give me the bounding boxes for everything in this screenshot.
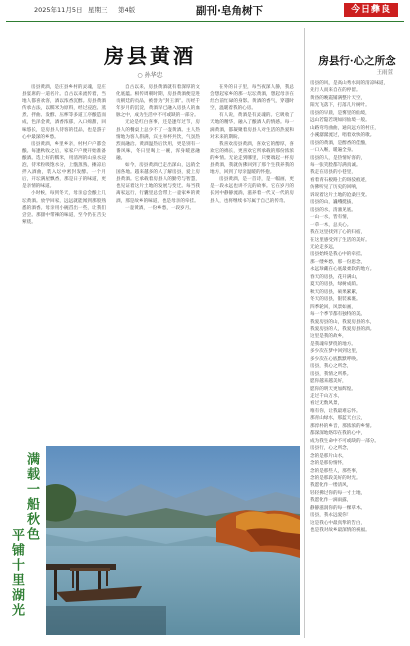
poem-line: 诉说着这片土地的沧桑巨变。 <box>310 192 370 198</box>
poem-line: 多少次在心底默默呼唤。 <box>310 356 361 362</box>
poem-line: 无论走多远， <box>310 244 338 250</box>
poem-line: 念的是那些人，那些事， <box>310 468 361 474</box>
photo-caption-line-1: 满载一船秋色 <box>24 452 39 542</box>
poem-author: 王雨萱 <box>376 70 393 76</box>
poem-line: 永远珍藏在心底最柔软的地方。 <box>310 267 375 273</box>
poem-line: 房县的黄酒，是醇香的佳酿， <box>310 140 370 146</box>
poem-line: 房县，我永远爱你！ <box>310 513 352 519</box>
poem-line: 四季轮回，风景如画， <box>310 304 356 310</box>
poem-line: 先行人而来自在的停留。 <box>310 88 361 94</box>
article-paragraph: 我喜欢房县黄酒，喜欢它的醇厚，喜欢它的绵长，更喜欢它所承载的那份浓浓的乡情。无论走到哪里，只要端起一杯房县黄酒，我就仿佛回到了那个生我养我的地方，回到了母亲温暖的怀抱。 <box>210 141 294 176</box>
article-paragraph: 房县黄酒，是庄县乡村的灵魂，是庄县宴席的一道名片。自古以来流传着，当地人都喜欢客，酒以浓香沉醇。房县黄酒传承古法，以糯米为原料，经过浸泡、蒸煮、拌曲、发酵、压榨等多道工序酿造而成，色泽金黄，酒香浓郁，入口绵甜，回味悠长，是房县人待客的佳品，也是游子心中最深的乡愁。 <box>22 85 106 140</box>
poem-line: 春天的房县，花开满山， <box>310 274 361 280</box>
lake-landscape-image <box>46 446 300 635</box>
page-header <box>0 0 410 22</box>
poem-line: 在这里感受到了生活的美好。 <box>310 237 370 243</box>
poem-line: 房县的水，清澈见底。 <box>310 207 356 213</box>
poem-line: 这里是我的故乡， <box>310 334 347 340</box>
photo-caption-line-2: 平铺十里湖光 <box>9 528 24 618</box>
poem-line: 成为我生命中不可或缺的一部分。 <box>310 438 379 444</box>
poem-line: 那一缕乡愁，那一份思念， <box>310 259 366 265</box>
poem-line: 那青山绿水，那蓝天白云， <box>310 416 366 422</box>
poem-line: 走过千山万水， <box>310 394 343 400</box>
article-column-3 <box>210 84 294 440</box>
poem-line: 我愿化作一滴雨露， <box>310 498 352 504</box>
poem-line: 是我魂牵梦绕的地方。 <box>310 341 356 347</box>
poem-line: 静静滋润你的每一棵草木。 <box>310 505 366 511</box>
article-paragraph: 房县黄酒，乡里乡亲，村村户户都会酿。每逢秋收之后，家家户户便开始准备酿酒。选上好的糯米，用清冽的山泉水浸泡，待米粒吸饱水分，上甑蒸熟，摊凉后拌入酒曲，装入坛中密封发酵。一个月后，开坛满屋飘香，那是日子的味道，更是亲情的味道。 <box>22 141 106 190</box>
header-rule <box>6 21 404 22</box>
poem-line: 我愿化作一缕清风， <box>310 483 352 489</box>
poem-line: 也是我对故乡最深情的祝福。 <box>310 528 370 534</box>
poem-line: 阳光飞落下，打落几片树叶。 <box>310 103 370 109</box>
poem-line: 房县的风，是高山秀水间的清凉味道， <box>310 81 389 86</box>
poem-line: 我在这里找到了心的归宿， <box>310 230 366 236</box>
poem-line: 轻轻拂过你的每一寸土地， <box>310 490 366 496</box>
poem-line: 房县，我心之所念， <box>310 364 352 370</box>
poem-body <box>310 80 402 535</box>
poem-line: 愿你越来越美好， <box>310 379 347 385</box>
newspaper-logo: 今日彝良 <box>344 3 398 17</box>
article-column-2 <box>116 84 200 440</box>
poem-line: 这是我心中最真挚的告白， <box>310 520 366 526</box>
poem-line: 黄昏的晚霞铺满整片天空， <box>310 95 366 101</box>
poem-line: 都深深地烙印在我的心中， <box>310 431 366 437</box>
poem-title: 房县行·心之所念 <box>318 55 396 67</box>
poem-line: 每一张笑脸都写满真诚。 <box>310 162 361 168</box>
poem-line: 愿你的明天更加辉煌。 <box>310 386 356 392</box>
section-title: 副刊·皂角树下 <box>196 5 263 17</box>
poem-line: 房县始终是我心中的牵挂。 <box>310 252 366 258</box>
issue-weekday: 星期三 <box>88 6 108 14</box>
article-paragraph: 小时候，每到冬天，母亲总会酿上几坛黄酒。放学回家，远远就能闻到那股熟悉的酒香。母亲用小碗舀出一些，让我们尝尝。那甜中带辣的味道，至今仍在舌尖萦绕。 <box>22 191 106 225</box>
poem-line: 多少次在梦中回到这里， <box>310 349 361 355</box>
article-paragraph: 一壶黄酒，一份乡愁，一段岁月。 <box>125 205 194 211</box>
poem-line: 每一个季节都有独特的美。 <box>310 312 366 318</box>
poem-line: 看过无数风景， <box>310 401 343 407</box>
poem-line: 秋天的房县，硕果累累， <box>310 289 361 295</box>
poem-line: 我走在房县的小巷里， <box>310 170 356 176</box>
poem-line: 房县，我情之所系。 <box>310 371 352 377</box>
poem-line: 仿佛听见了历史的回响， <box>310 185 361 191</box>
article-paragraph: 房县黄酒，是一首诗，是一幅画，更是一段永远也讲不完的故事。它在岁月的长河中静静流淌，滋养着一代又一代的房县人，也将继续书写属于自己的传奇。 <box>210 177 294 204</box>
poem-line: 一山一水，皆有情， <box>310 215 352 221</box>
poem-line: 远山若隐若现如同仙境一般。 <box>310 118 370 124</box>
poem-line: 一口入喉，暖遍全身。 <box>310 148 356 154</box>
poem-line: 房县的山，巍峨挺拔， <box>310 200 356 206</box>
poem-line: 冬天的房县，银装素裹。 <box>310 297 361 303</box>
article-paragraph: 无论是红白喜事，还是逢年过节，房县人的餐桌上总少不了一壶黄酒。主人热情地为客人斟满，宾主举杯共饮，气氛热烈而融洽。黄酒温热后饮用，更是别有一番风味，冬日里喝上一碗，浑身暖意融融。 <box>116 120 200 161</box>
poem-line: 房县的早晨，是雾里的仙境， <box>310 110 370 116</box>
article-paragraph: 自古以来，房县黄酒就有着深厚的文化底蕴。相传周朝时期，房县黄酒便是进贡朝廷的贡品，被誉为“封王酒”。历经千年岁月的沉淀，黄酒早已融入房县人的血脉之中，成为生活中不可或缺的一部分。 <box>116 85 200 119</box>
poem-line: 一草一木，总关心。 <box>310 222 352 228</box>
poem-line: 小溪潺潺流过，唱着欢快的歌。 <box>310 133 375 139</box>
poem-line: 唯有你，让我最难忘怀。 <box>310 408 361 414</box>
poem-line: 山路弯弯曲曲，通向远方的村庄， <box>310 125 379 131</box>
article-byline: ○ 孙华忠 <box>137 72 163 79</box>
article-column-1 <box>22 84 106 440</box>
article-body <box>22 84 298 440</box>
column-divider <box>304 28 305 638</box>
poem-line: 那淳朴的乡音，那浓浓的乡情。 <box>310 423 375 429</box>
issue-date: 2025年11月5日 <box>34 6 83 14</box>
lake-photo <box>46 446 300 635</box>
poem-line: 房县的人，是热情好客的， <box>310 155 366 161</box>
poem-line: 房县行，心之所念， <box>310 446 352 452</box>
article-paragraph: 有人说，黄酒是有灵魂的。它吸收了天地的精华，融入了酿酒人的情感。每一滴黄酒，都凝聚着房县人对生活的热爱和对未来的期盼。 <box>210 113 294 140</box>
poem-line: 我爱房县的山，我爱房县的水， <box>310 319 375 325</box>
poem-line: 念的是那段美好的时光。 <box>310 476 361 482</box>
article-paragraph: 如今，房县黄酒已走出深山，远销全国各地。越来越多的人了解房县，爱上房县黄酒。它承载着房县人的勤劳与智慧，也见证着这片土地的发展与变迁。每当我离家远行，行囊里总会带上一壶家乡的黄酒，那是故乡的味道，也是母亲的牵挂。 <box>116 163 200 204</box>
article-paragraph: 在外的日子里，每当夜深人静，我总会想起家乡的那一坛坛黄酒，想起母亲在灶台前忙碌的身影。黄酒的香气，穿越时空，温暖着我的心房。 <box>210 85 294 112</box>
poem-line: 念的是那片山水， <box>310 453 347 459</box>
poem-line: 夏天的房县，绿树成荫。 <box>310 282 361 288</box>
poem-line: 念的是那份情怀， <box>310 461 347 467</box>
poem-line: 我爱房县的人，我爱房县的酒。 <box>310 326 375 332</box>
article-title: 房县黄酒 <box>104 44 196 68</box>
page-number: 第4版 <box>118 6 136 14</box>
poem-line: 看着青石板路上的斑驳痕迹， <box>310 177 370 183</box>
